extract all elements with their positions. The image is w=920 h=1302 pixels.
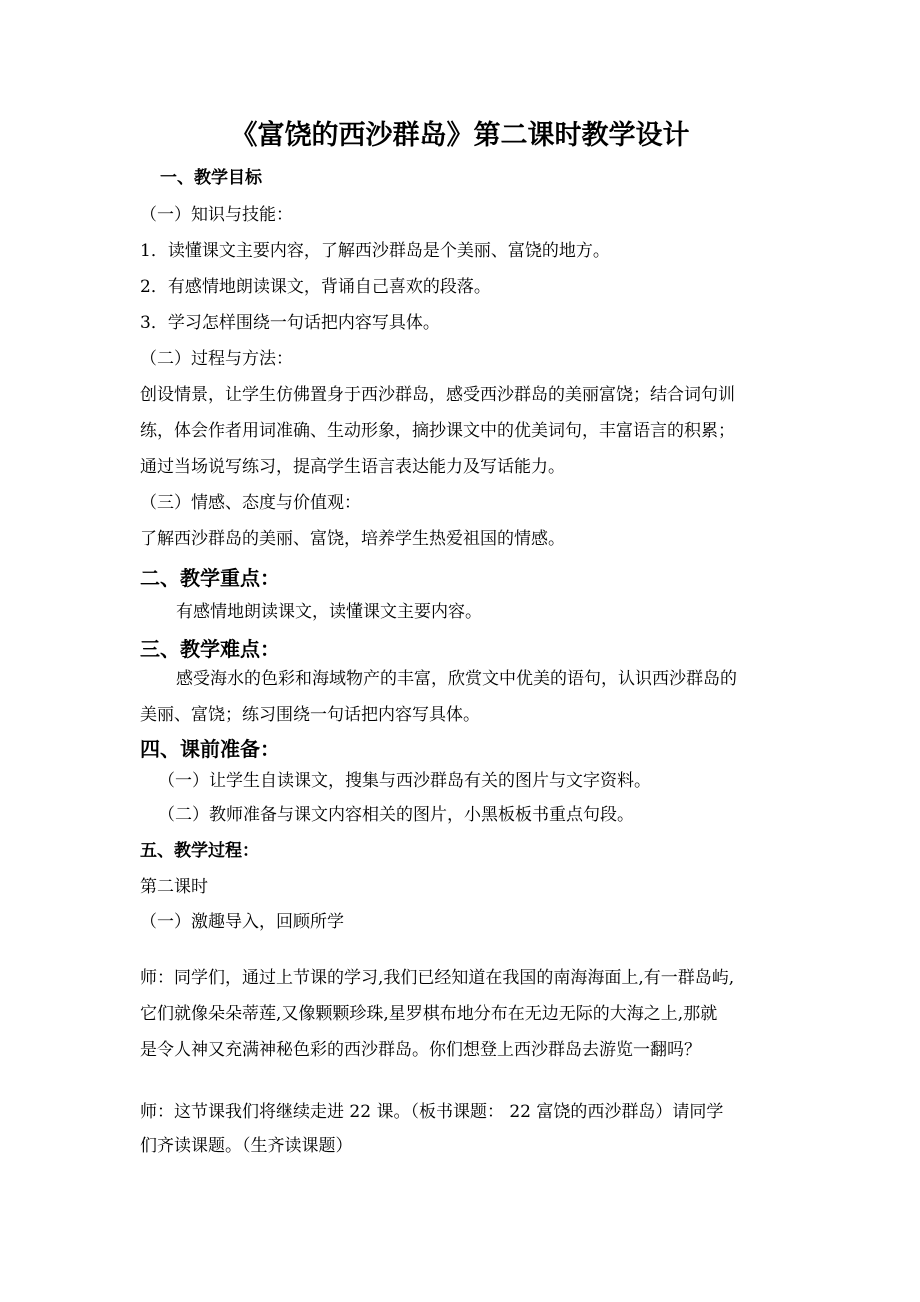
objective-item: 3．学习怎样围绕一句话把内容写具体。	[140, 313, 440, 333]
section-heading-key-points: 二、教学重点：	[140, 566, 280, 590]
section-heading-preparation: 四、课前准备：	[140, 737, 280, 761]
section-heading-objectives: 一、教学目标	[160, 168, 262, 188]
paragraph-line: 创设情景，让学生仿佛置身于西沙群岛，感受西沙群岛的美丽富饶；结合词句训	[140, 385, 735, 405]
paragraph-line: 有感情地朗读课文，读懂课文主要内容。	[176, 602, 482, 622]
paragraph-line: 它们就像朵朵蒂莲,又像颗颗珍珠,星罗棋布地分布在无边无际的大海之上,那就	[140, 1004, 718, 1024]
objective-item: 1．读懂课文主要内容，了解西沙群岛是个美丽、富饶的地方。	[140, 241, 610, 261]
paragraph-line: 师：同学们，通过上节课的学习,我们已经知道在我国的南海海面上,有一群岛屿,	[140, 968, 735, 988]
paragraph-line: 师：这节课我们将继续走进 22 课。（板书课题： 22 富饶的西沙群岛）请同学	[140, 1102, 724, 1122]
step-heading: （一）激趣导入，回顾所学	[140, 912, 344, 932]
paragraph-line: 感受海水的色彩和海域物产的丰富，欣赏文中优美的语句，认识西沙群岛的	[176, 669, 737, 689]
document-title: 《富饶的西沙群岛》第二课时教学设计	[230, 120, 690, 151]
preparation-item: （二）教师准备与课文内容相关的图片，小黑板板书重点句段。	[158, 805, 634, 825]
lesson-label: 第二课时	[140, 877, 208, 897]
paragraph-line: 通过当场说写练习，提高学生语言表达能力及写话能力。	[140, 457, 565, 477]
section-heading-process: 五、教学过程：	[140, 841, 259, 861]
paragraph-line: 美丽、富饶；练习围绕一句话把内容写具体。	[140, 705, 480, 725]
preparation-item: （一）让学生自读课文，搜集与西沙群岛有关的图片与文字资料。	[158, 771, 651, 791]
subheading-emotion: （三）情感、态度与价值观：	[140, 493, 361, 513]
section-heading-difficulties: 三、教学难点：	[140, 637, 280, 661]
paragraph-line: 练，体会作者用词准确、生动形象，摘抄课文中的优美词句，丰富语言的积累；	[140, 421, 735, 441]
paragraph-line: 了解西沙群岛的美丽、富饶，培养学生热爱祖国的情感。	[140, 529, 565, 549]
paragraph-line: 是令人神又充满神秘色彩的西沙群岛。你们想登上西沙群岛去游览一翻吗？	[140, 1040, 701, 1060]
objective-item: 2．有感情地朗读课文，背诵自己喜欢的段落。	[140, 277, 491, 297]
subheading-process: （二）过程与方法：	[140, 349, 293, 369]
paragraph-line: 们齐读课题。（生齐读课题）	[140, 1136, 353, 1156]
subheading-knowledge: （一）知识与技能：	[140, 205, 293, 225]
